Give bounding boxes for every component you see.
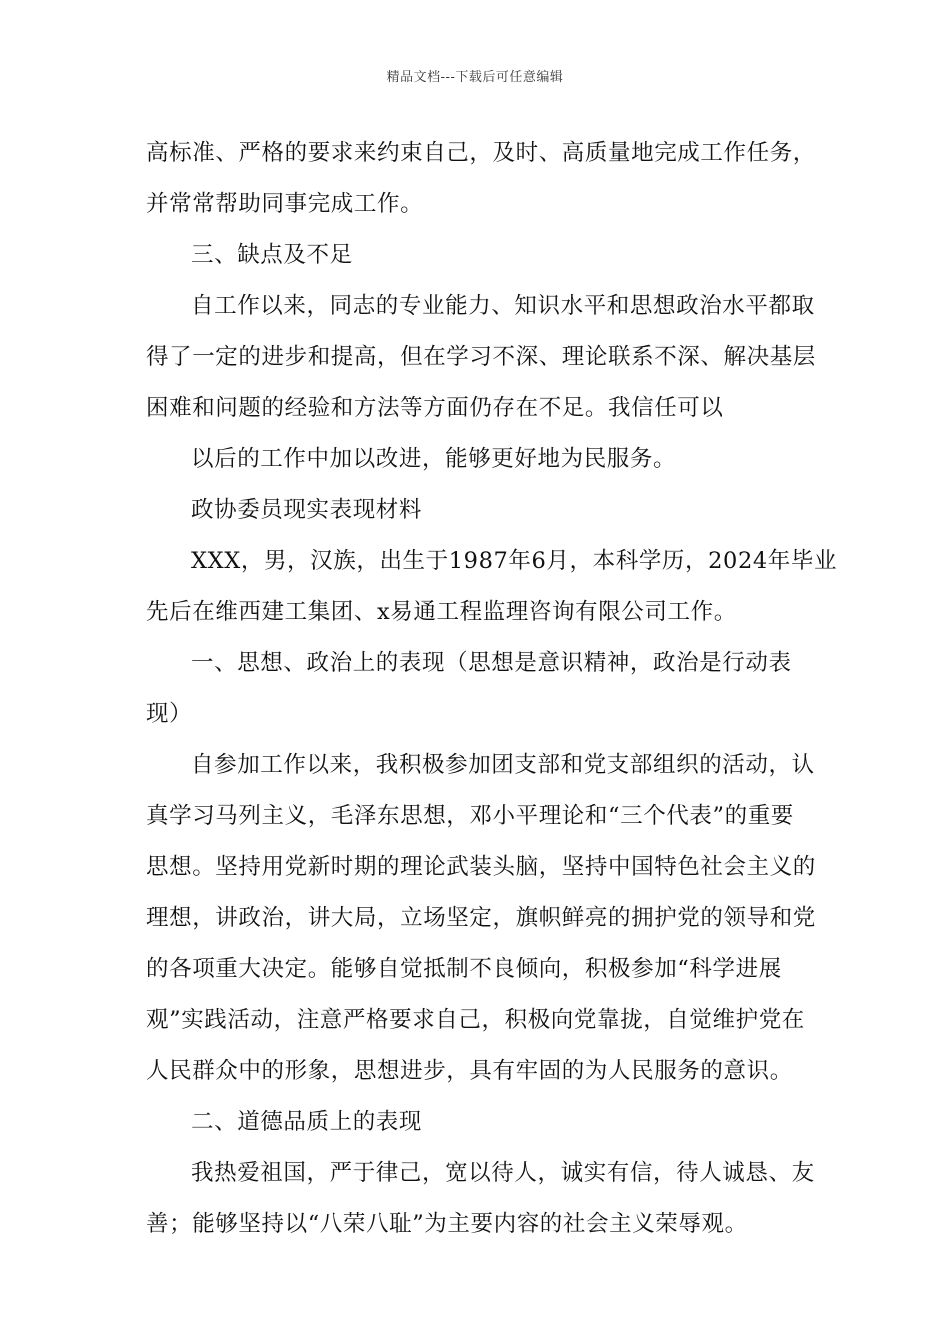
paragraph-line: 并常常帮助同事完成工作。 — [146, 191, 424, 217]
paragraph-line: 自工作以来，同志的专业能力、知识水平和思想政治水平都取 — [191, 293, 815, 319]
document-title: 政协委员现实表现材料 — [191, 497, 423, 523]
paragraph-line: 先后在维西建工集团、x易通工程监理咨询有限公司工作。 — [146, 599, 737, 625]
paragraph-line: 高标准、严格的要求来约束自己，及时、高质量地完成工作任务， — [146, 140, 816, 166]
paragraph-line: 的各项重大决定。能够自觉抵制不良倾向，积极参加“科学进展 — [146, 956, 782, 982]
paragraph-line: 自参加工作以来，我积极参加团支部和党支部组织的活动，认 — [191, 752, 815, 778]
paragraph-line: 以后的工作中加以改进，能够更好地为民服务。 — [191, 446, 677, 472]
document-body — [146, 128, 838, 1250]
paragraph-line: 理想，讲政治，讲大局，立场坚定，旗帜鲜亮的拥护党的领导和党 — [146, 905, 816, 931]
section-heading: 二、道德品质上的表现 — [191, 1109, 423, 1135]
paragraph-line: 我热爱祖国，严于律己，宽以待人，诚实有信，待人诚恳、友 — [191, 1160, 815, 1186]
page-header: 精品文档---下载后可任意编辑 — [386, 70, 564, 85]
paragraph-line: 人民群众中的形象，思想进步，具有牢固的为人民服务的意识。 — [146, 1058, 793, 1084]
paragraph-line: XXX，男，汉族，出生于1987年6月，本科学历，2024年毕业 — [191, 548, 838, 574]
paragraph-line: 困难和问题的经验和方法等方面仍存在不足。我信任可以 — [146, 395, 724, 421]
paragraph-line: 思想。坚持用党新时期的理论武装头脑，坚持中国特色社会主义的 — [146, 854, 816, 880]
section-heading: 一、思想、政治上的表现（思想是意识精神，政治是行动表 — [191, 650, 792, 676]
paragraph-line: 得了一定的进步和提高，但在学习不深、理论联系不深、解决基层 — [146, 344, 816, 370]
paragraph-line: 观”实践活动，注意严格要求自己，积极向党靠拢，自觉维护党在 — [146, 1007, 805, 1033]
paragraph-line: 真学习马列主义，毛泽东思想，邓小平理论和“三个代表”的重要 — [146, 803, 794, 829]
section-heading-continued: 现） — [146, 701, 193, 727]
paragraph-line: 善；能够坚持以“八荣八耻”为主要内容的社会主义荣辱观。 — [146, 1211, 748, 1237]
section-heading: 三、缺点及不足 — [191, 242, 353, 268]
